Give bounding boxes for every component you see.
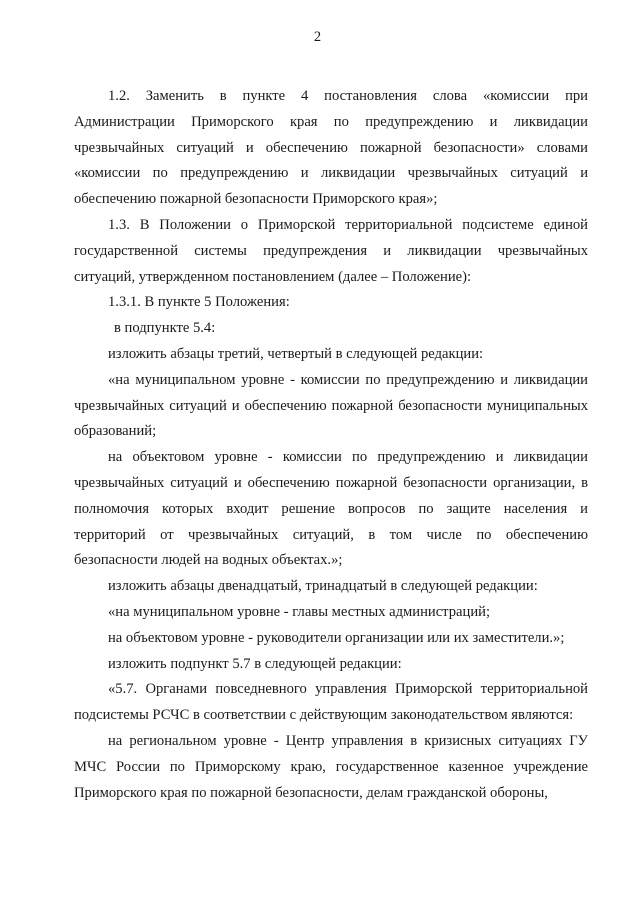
paragraph-1-2: 1.2. Заменить в пункте 4 постановления слова «комиссии при Администрации Приморского края по предупреждению и ликвидации чрезвычайных ситуаций и обеспечению пожарной безопасности» словами «комиссии по предупреждению и ликвидации чрезвычайных ситуаций и обеспечению пожарной безопасности Приморского края»;	[74, 88, 588, 208]
paragraph-amend-5-7: изложить подпункт 5.7 в следующей редакции:	[108, 655, 402, 672]
paragraph-subpoint-5-4: в подпункте 5.4:	[114, 320, 216, 337]
paragraph-1-3-1: 1.3.1. В пункте 5 Положения:	[108, 294, 290, 311]
paragraph-1-3: 1.3. В Положении о Приморской территориальной подсистеме единой государственной системы предупреждения и ликвидации чрезвычайных ситуаций, утвержденном постановлением (далее – Положение):	[74, 216, 588, 285]
paragraph-municipal-heads: «на муниципальном уровне - главы местных администраций;	[108, 603, 490, 620]
paragraph-object-level: на объектовом уровне - комиссии по предупреждению и ликвидации чрезвычайных ситуаций и обеспечению пожарной безопасности организации, в полномочия которых входит решение вопросов по защите населения и территорий от чрезвычайных ситуаций, в том числе по обеспечению безопасности людей на водных объектах.»;	[74, 449, 588, 569]
paragraph-municipal-level: «на муниципальном уровне - комиссии по предупреждению и ликвидации чрезвычайных ситуаций и обеспечению пожарной безопасности муниципальных образований;	[74, 371, 588, 440]
paragraph-object-heads: на объектовом уровне - руководители организации или их заместители.»;	[108, 629, 565, 646]
paragraph-amend-12-13: изложить абзацы двенадцатый, тринадцатый в следующей редакции:	[108, 578, 538, 595]
document-body	[74, 84, 588, 806]
paragraph-regional-level: на региональном уровне - Центр управления в кризисных ситуациях ГУ МЧС России по Приморскому краю, государственное казенное учреждение Приморского края по пожарной безопасности, делам гражданской обороны,	[74, 732, 588, 801]
page-number: 2	[313, 29, 322, 45]
paragraph-5-7: «5.7. Органами повседневного управления Приморской территориальной подсистемы РСЧС в соответствии с действующим законодательством являются:	[74, 681, 588, 724]
paragraph-amend-3-4: изложить абзацы третий, четвертый в следующей редакции:	[108, 345, 484, 362]
